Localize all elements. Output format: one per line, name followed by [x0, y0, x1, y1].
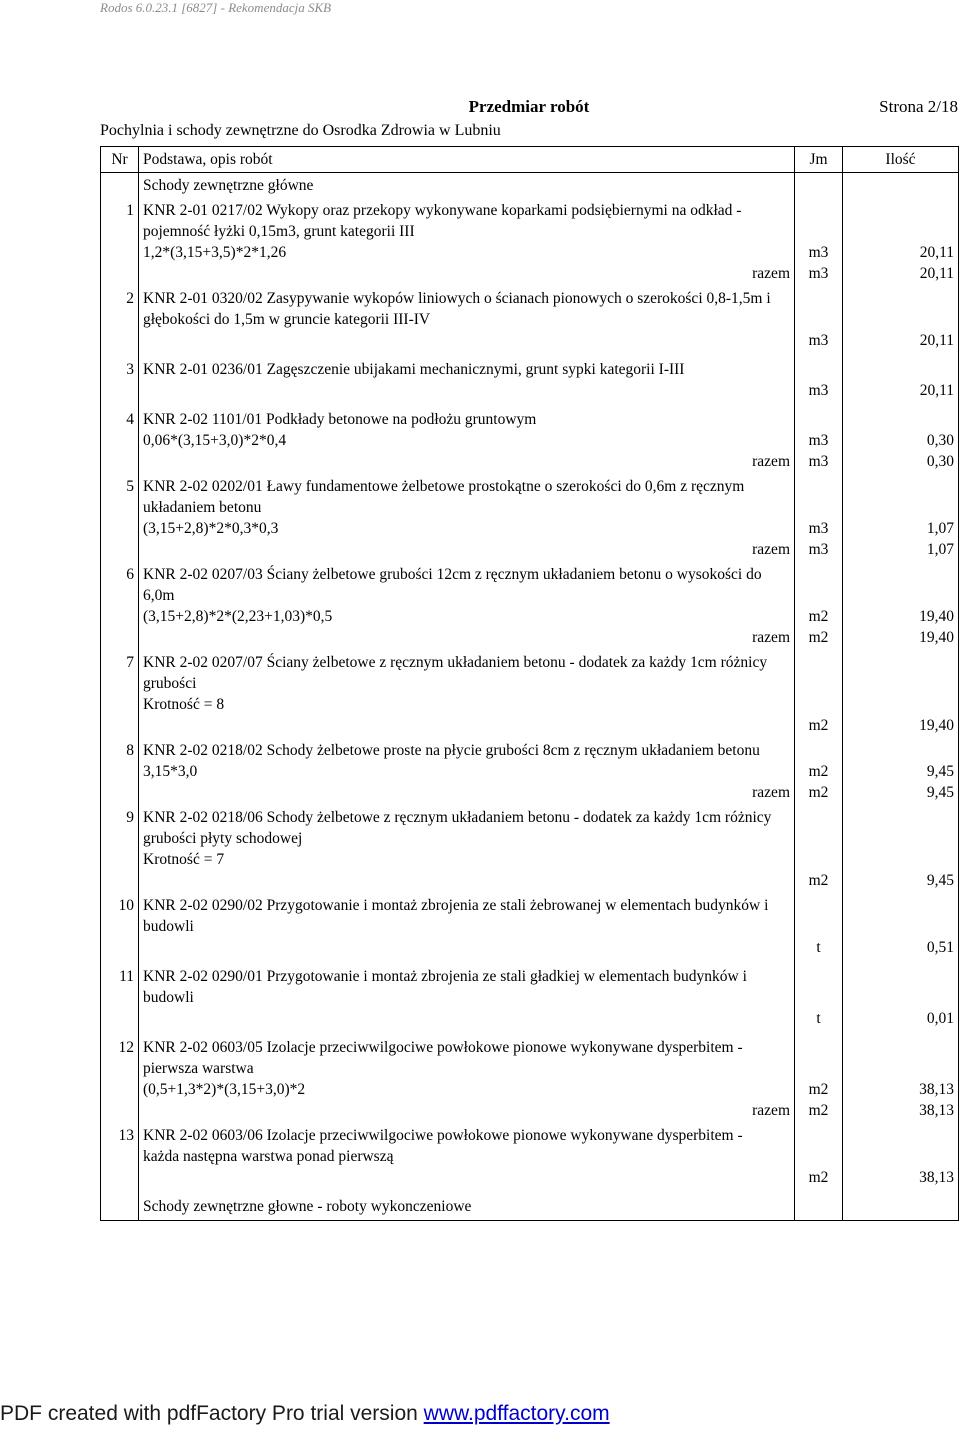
section-title: Schody zewnętrzne główne	[139, 173, 795, 197]
project-name: Pochylnia i schody zewnętrzne do Osrodka Zdrowia w Lubniu	[100, 122, 501, 139]
column-header-description: Podstawa, opis robót	[139, 147, 795, 173]
item-total-unit: m3	[795, 451, 843, 472]
item-quantity: 19,40	[843, 606, 959, 627]
item-unit-empty	[795, 803, 843, 849]
app-version-label: Rodos 6.0.23.1 [6827] - Rekomendacja SKB	[100, 0, 332, 15]
item-total-quantity: 38,13	[843, 1100, 959, 1121]
item-quantity-empty	[843, 891, 959, 937]
item-calculation: (0,5+1,3*2)*(3,15+3,0)*2	[139, 1079, 795, 1100]
item-unit-empty	[795, 472, 843, 518]
item-calculation-row	[101, 761, 959, 782]
bill-of-quantities-table	[100, 146, 959, 1221]
item-quantity: 9,45	[843, 761, 959, 782]
item-unit-empty	[795, 648, 843, 694]
item-unit: m2	[795, 761, 843, 782]
item-total-quantity: 19,40	[843, 627, 959, 648]
item-number: 8	[101, 736, 139, 761]
column-header-unit: Jm	[795, 147, 843, 173]
pdffactory-link[interactable]: www.pdffactory.com	[423, 1402, 610, 1425]
item-result-row	[101, 380, 959, 405]
item-result-row	[101, 1008, 959, 1033]
item-quantity: 38,13	[843, 1079, 959, 1100]
item-quantity-empty	[843, 355, 959, 380]
item-row	[101, 560, 959, 606]
item-unit-empty	[795, 196, 843, 242]
item-unit: m2	[795, 1079, 843, 1100]
item-calculation: 0,06*(3,15+3,0)*2*0,4	[139, 430, 795, 451]
item-row	[101, 962, 959, 1008]
table-header-row	[101, 147, 959, 173]
item-total-unit: m2	[795, 1100, 843, 1121]
item-quantity: 9,45	[843, 870, 959, 891]
pdf-creator-footer	[0, 1402, 610, 1426]
item-calculation-row	[101, 1079, 959, 1100]
item-quantity: 20,11	[843, 380, 959, 405]
item-number: 9	[101, 803, 139, 849]
item-quantity: 20,11	[843, 330, 959, 355]
item-total-quantity: 20,11	[843, 263, 959, 284]
item-multiplier-note: Krotność = 7	[139, 849, 795, 870]
item-description: KNR 2-02 0603/05 Izolacje przeciwwilgociwe powłokowe pionowe wykonywane dysperbitem - pierwsza warstwa	[139, 1033, 795, 1079]
item-number: 3	[101, 355, 139, 380]
item-row	[101, 405, 959, 430]
item-quantity: 38,13	[843, 1167, 959, 1192]
item-quantity: 20,11	[843, 242, 959, 263]
item-number: 12	[101, 1033, 139, 1079]
item-number: 2	[101, 284, 139, 330]
item-row	[101, 1121, 959, 1167]
item-number: 6	[101, 560, 139, 606]
item-note-row	[101, 849, 959, 870]
item-unit: m2	[795, 606, 843, 627]
item-row	[101, 736, 959, 761]
item-unit: m3	[795, 380, 843, 405]
item-calculation-row	[101, 430, 959, 451]
item-result-row	[101, 715, 959, 736]
item-row	[101, 803, 959, 849]
column-header-quantity: Ilość	[843, 147, 959, 173]
item-unit: m2	[795, 870, 843, 891]
item-description: KNR 2-01 0236/01 Zagęszczenie ubijakami mechanicznymi, grunt sypki kategorii I-III	[139, 355, 795, 380]
item-row	[101, 355, 959, 380]
item-unit: m3	[795, 242, 843, 263]
column-header-nr: Nr	[101, 147, 139, 173]
page-number: Strona 2/18	[879, 97, 958, 116]
item-unit-empty	[795, 736, 843, 761]
item-description: KNR 2-01 0217/02 Wykopy oraz przekopy wykonywane koparkami podsiębiernymi na odkład - pojemność łyżki 0,15m3, grunt kategorii III	[139, 196, 795, 242]
item-quantity: 1,07	[843, 518, 959, 539]
item-total-label: razem	[139, 263, 795, 284]
item-quantity-empty	[843, 284, 959, 330]
item-result-row	[101, 330, 959, 355]
item-number: 5	[101, 472, 139, 518]
item-row	[101, 648, 959, 694]
item-result-row	[101, 1167, 959, 1192]
item-total-unit: m2	[795, 627, 843, 648]
item-total-label: razem	[139, 539, 795, 560]
item-quantity-empty	[843, 648, 959, 694]
item-calculation: (3,15+2,8)*2*(2,23+1,03)*0,5	[139, 606, 795, 627]
item-unit: t	[795, 1008, 843, 1033]
item-calculation-row	[101, 606, 959, 627]
item-unit-empty	[795, 1121, 843, 1167]
page-header	[100, 97, 958, 145]
item-multiplier-note: Krotność = 8	[139, 694, 795, 715]
item-quantity-empty	[843, 196, 959, 242]
item-unit-empty	[795, 355, 843, 380]
item-description: KNR 2-02 1101/01 Podkłady betonowe na podłożu gruntowym	[139, 405, 795, 430]
item-quantity-empty	[843, 736, 959, 761]
item-description: KNR 2-02 0218/06 Schody żelbetowe z ręcznym układaniem betonu - dodatek za każdy 1cm różnicy grubości płyty schodowej	[139, 803, 795, 849]
item-unit-empty	[795, 284, 843, 330]
item-quantity: 19,40	[843, 715, 959, 736]
item-unit: m2	[795, 715, 843, 736]
item-calculation: 3,15*3,0	[139, 761, 795, 782]
item-unit-empty	[795, 962, 843, 1008]
item-note-row	[101, 694, 959, 715]
item-total-unit: m3	[795, 539, 843, 560]
item-total-row	[101, 539, 959, 560]
item-calculation: (3,15+2,8)*2*0,3*0,3	[139, 518, 795, 539]
item-result-row	[101, 870, 959, 891]
item-number: 4	[101, 405, 139, 430]
item-result-row	[101, 937, 959, 962]
item-quantity: 0,01	[843, 1008, 959, 1033]
table-body	[101, 173, 959, 1221]
item-total-unit: m3	[795, 263, 843, 284]
item-calculation-row	[101, 518, 959, 539]
item-quantity: 0,51	[843, 937, 959, 962]
section-title-row	[101, 173, 959, 197]
item-unit: t	[795, 937, 843, 962]
section-footer-row	[101, 1192, 959, 1221]
item-total-label: razem	[139, 782, 795, 803]
section-footer-title: Schody zewnętrzne głowne - roboty wykonczeniowe	[139, 1192, 795, 1221]
item-unit-empty	[795, 405, 843, 430]
item-row	[101, 472, 959, 518]
item-number: 11	[101, 962, 139, 1008]
item-description: KNR 2-02 0207/03 Ściany żelbetowe grubości 12cm z ręcznym układaniem betonu o wysokości do 6,0m	[139, 560, 795, 606]
item-unit: m3	[795, 518, 843, 539]
item-number: 10	[101, 891, 139, 937]
item-total-quantity: 0,30	[843, 451, 959, 472]
item-total-row	[101, 1100, 959, 1121]
item-quantity-empty	[843, 405, 959, 430]
item-number: 7	[101, 648, 139, 694]
pdf-footer-text: PDF created with pdfFactory Pro trial version	[0, 1402, 424, 1425]
item-row	[101, 891, 959, 937]
item-description: KNR 2-02 0290/02 Przygotowanie i montaż zbrojenia ze stali żebrowanej w elementach budynków i budowli	[139, 891, 795, 937]
item-total-label: razem	[139, 451, 795, 472]
item-total-row	[101, 263, 959, 284]
item-total-row	[101, 782, 959, 803]
item-total-quantity: 1,07	[843, 539, 959, 560]
item-unit: m3	[795, 430, 843, 451]
item-total-row	[101, 451, 959, 472]
item-unit: m3	[795, 330, 843, 355]
item-calculation: 1,2*(3,15+3,5)*2*1,26	[139, 242, 795, 263]
item-quantity-empty	[843, 560, 959, 606]
item-description: KNR 2-01 0320/02 Zasypywanie wykopów liniowych o ścianach pionowych o szerokości 0,8-1,5m i głębokości do 1,5m w gruncie kategorii III-IV	[139, 284, 795, 330]
item-total-label: razem	[139, 627, 795, 648]
item-description: KNR 2-02 0603/06 Izolacje przeciwwilgociwe powłokowe pionowe wykonywane dysperbitem - każda następna warstwa ponad pierwszą	[139, 1121, 795, 1167]
item-unit-empty	[795, 560, 843, 606]
item-number: 13	[101, 1121, 139, 1167]
item-quantity-empty	[843, 803, 959, 849]
item-row	[101, 284, 959, 330]
item-quantity-empty	[843, 962, 959, 1008]
item-total-unit: m2	[795, 782, 843, 803]
item-unit-empty	[795, 891, 843, 937]
item-description: KNR 2-02 0218/02 Schody żelbetowe proste na płycie grubości 8cm z ręcznym układaniem betonu	[139, 736, 795, 761]
item-total-row	[101, 627, 959, 648]
item-number: 1	[101, 196, 139, 242]
item-quantity: 0,30	[843, 430, 959, 451]
item-quantity-empty	[843, 472, 959, 518]
item-description: KNR 2-02 0202/01 Ławy fundamentowe żelbetowe prostokątne o szerokości do 0,6m z ręcznym układaniem betonu	[139, 472, 795, 518]
item-description: KNR 2-02 0290/01 Przygotowanie i montaż zbrojenia ze stali gładkiej w elementach budynków i budowli	[139, 962, 795, 1008]
document-title: Przedmiar robót	[468, 97, 590, 116]
item-calculation-row	[101, 242, 959, 263]
item-row	[101, 1033, 959, 1079]
item-quantity-empty	[843, 1121, 959, 1167]
item-unit-empty	[795, 1033, 843, 1079]
item-total-label: razem	[139, 1100, 795, 1121]
item-description: KNR 2-02 0207/07 Ściany żelbetowe z ręcznym układaniem betonu - dodatek za każdy 1cm różnicy grubości	[139, 648, 795, 694]
item-quantity-empty	[843, 1033, 959, 1079]
item-unit: m2	[795, 1167, 843, 1192]
item-total-quantity: 9,45	[843, 782, 959, 803]
item-row	[101, 196, 959, 242]
